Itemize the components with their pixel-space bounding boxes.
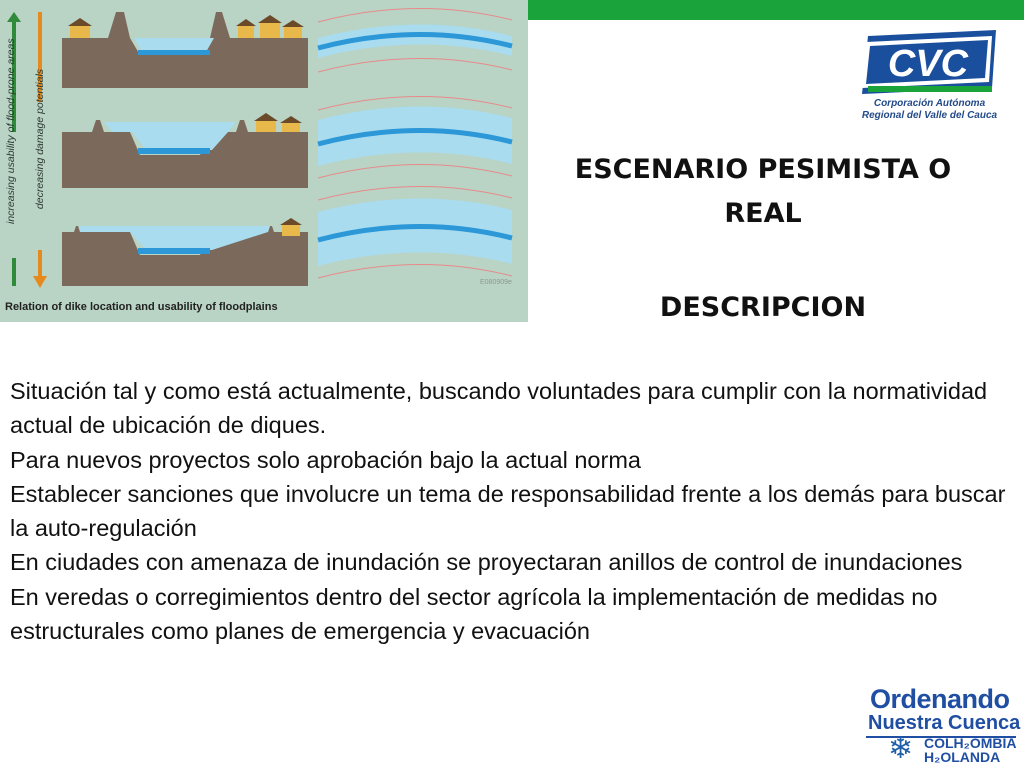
- page-title: [540, 148, 986, 236]
- cross-section-2: [62, 113, 308, 188]
- cross-section-1: [62, 12, 308, 88]
- body-paragraph-3: Establecer sanciones que involucre un tema de responsabilidad frente a los demás para buscar la auto-regulación: [10, 480, 1006, 542]
- side-label-damage: decreasing damage potentials: [34, 68, 46, 210]
- figure-caption: Relation of dike location and usability of floodplains: [5, 301, 278, 313]
- dike-diagram-svg: [0, 0, 528, 322]
- figure-code: E080909e: [480, 279, 512, 286]
- side-label-usability: increasing usability of flood-prone areas: [5, 38, 17, 224]
- cross-section-3: [62, 218, 308, 286]
- title-line-2: REAL: [724, 198, 802, 229]
- footer-line-4: H₂OLANDA: [924, 749, 1001, 765]
- cvc-logo-subtitle: [842, 98, 1017, 122]
- top-green-bar: [528, 0, 1024, 20]
- ordenando-logo: [862, 682, 1022, 768]
- description-body: [10, 374, 1010, 648]
- body-paragraph-1: Situación tal y como está actualmente, buscando voluntades para cumplir con la normatividad actual de ubicación de diques.: [10, 378, 988, 439]
- title-line-1: ESCENARIO PESIMISTA O: [574, 154, 952, 185]
- dike-floodplain-figure: [0, 0, 528, 322]
- footer-line-3: COLH₂OMBIA: [924, 735, 1017, 751]
- snowflake-icon: ❄: [888, 732, 914, 765]
- river-plan-3: [318, 186, 512, 278]
- footer-line-1: Ordenando: [870, 684, 1010, 714]
- cvc-subtitle-line1: Corporación Autónoma: [873, 98, 986, 109]
- river-plan-1: [318, 8, 512, 72]
- cvc-logo-text: CVC: [887, 43, 969, 85]
- footer-line-2: Nuestra Cuenca: [868, 712, 1021, 734]
- body-paragraph-4: En ciudades con amenaza de inundación se proyectaran anillos de control de inundaciones: [10, 549, 963, 576]
- cvc-logo-mark: [856, 30, 1004, 100]
- cvc-subtitle-line2: Regional del Valle del Cauca: [861, 110, 998, 121]
- body-paragraph-2: Para nuevos proyectos solo aprobación bajo la actual norma: [10, 446, 641, 473]
- body-paragraph-5: En veredas o corregimientos dentro del sector agrícola la implementación de medidas no estructurales como planes de emergencia y evacuación: [10, 583, 938, 645]
- description-heading: DESCRIPCION: [659, 292, 867, 323]
- river-plan-2: [318, 96, 512, 178]
